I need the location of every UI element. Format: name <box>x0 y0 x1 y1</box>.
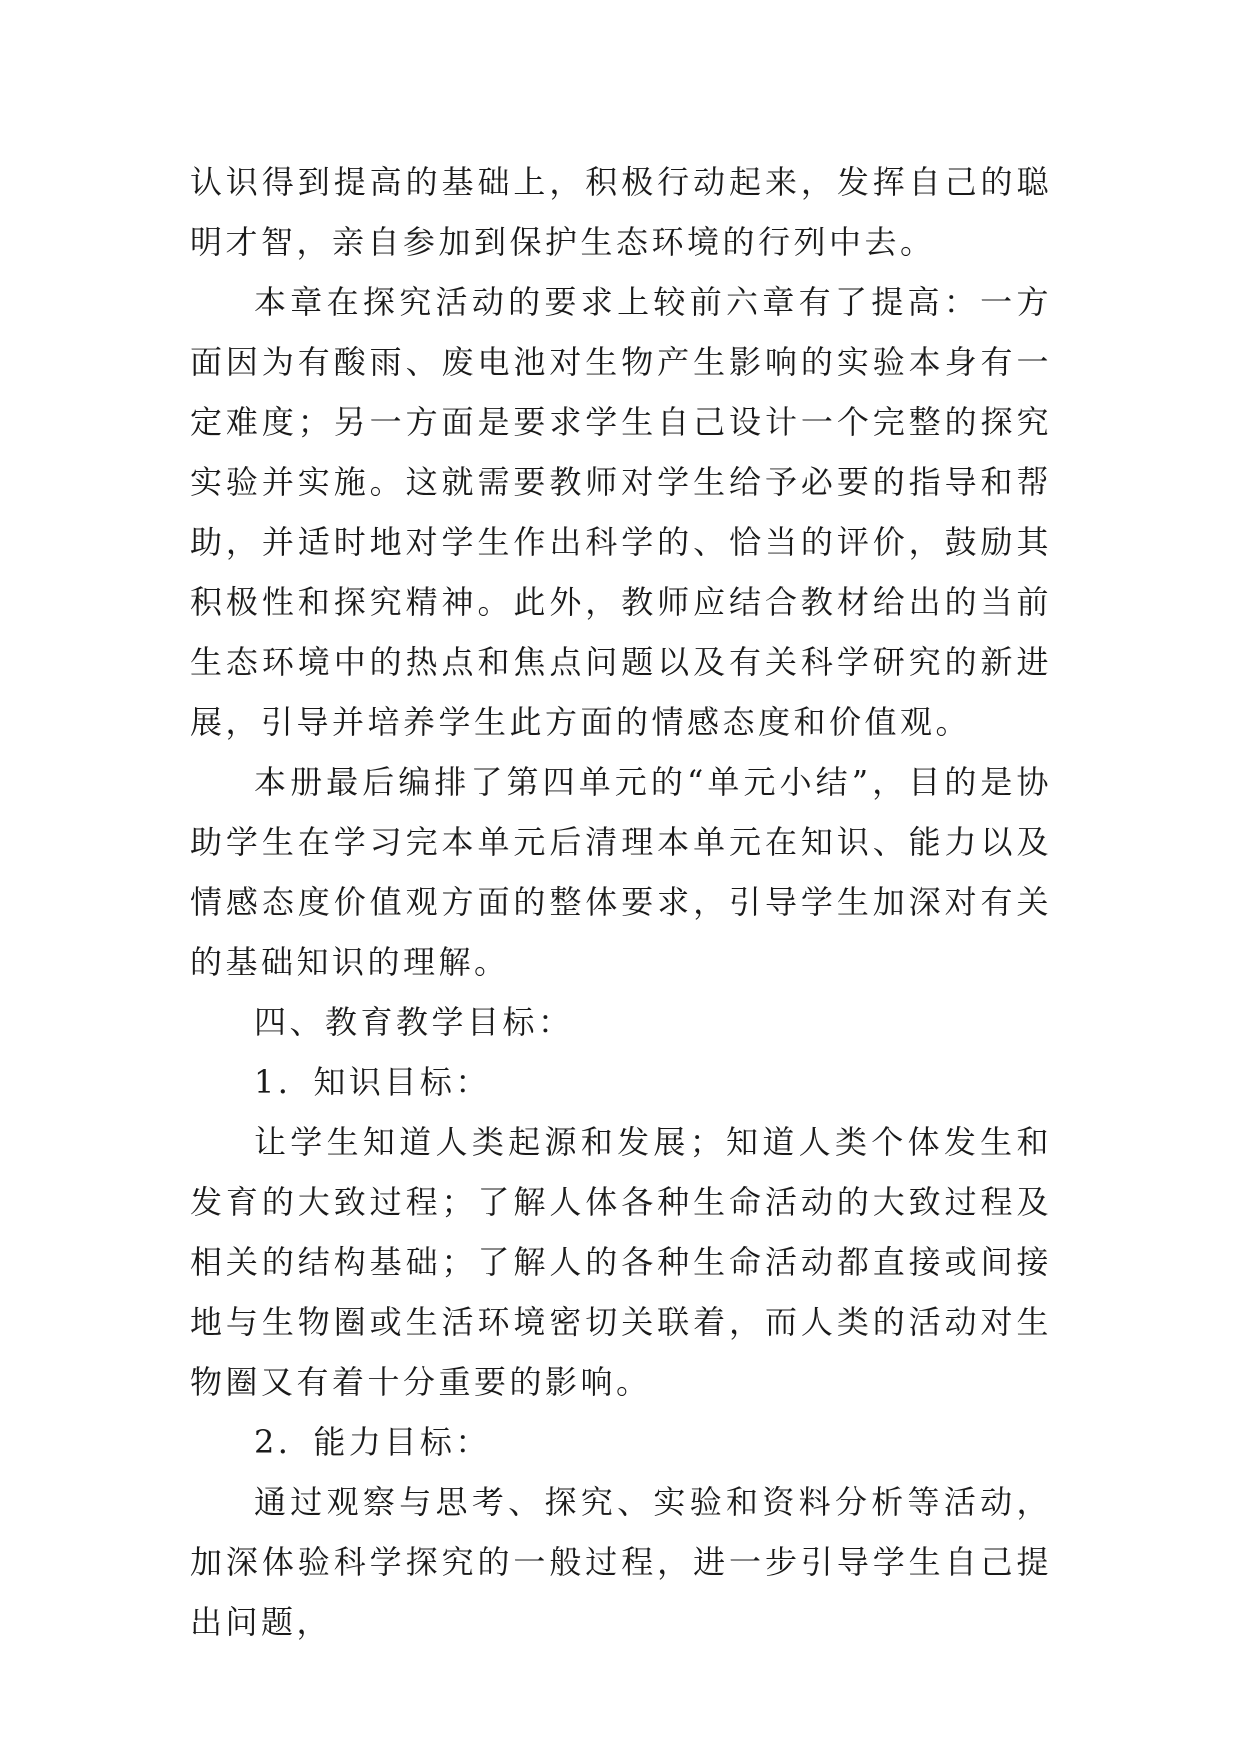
subheading-knowledge-goals: 1．知识目标： <box>254 1063 491 1101</box>
document-body <box>190 152 1052 1652</box>
section-heading-objectives: 四、教育教学目标： <box>254 1003 574 1041</box>
paragraph-1: 认识得到提高的基础上，积极行动起来，发挥自己的聪明才智，亲自参加到保护生态环境的行列中去。 <box>190 163 1052 261</box>
paragraph-knowledge-goals: 让学生知道人类起源和发展；知道人类个体发生和发育的大致过程；了解人体各种生命活动的大致过程及相关的结构基础；了解人的各种生命活动都直接或间接地与生物圈或生活环境密切关联着，而人类的活动对生物圈又有着十分重要的影响。 <box>190 1123 1052 1401</box>
paragraph-3: 本册最后编排了第四单元的“单元小结”，目的是协助学生在学习完本单元后清理本单元在知识、能力以及情感态度价值观方面的整体要求，引导学生加深对有关的基础知识的理解。 <box>190 763 1052 981</box>
subheading-ability-goals: 2．能力目标： <box>254 1423 491 1461</box>
paragraph-ability-goals: 通过观察与思考、探究、实验和资料分析等活动，加深体验科学探究的一般过程，进一步引导学生自己提出问题， <box>190 1483 1052 1641</box>
paragraph-2: 本章在探究活动的要求上较前六章有了提高：一方面因为有酸雨、废电池对生物产生影响的实验本身有一定难度；另一方面是要求学生自己设计一个完整的探究实验并实施。这就需要教师对学生给予必要的指导和帮助，并适时地对学生作出科学的、恰当的评价，鼓励其积极性和探究精神。此外，教师应结合教材给出的当前生态环境中的热点和焦点问题以及有关科学研究的新进展，引导并培养学生此方面的情感态度和价值观。 <box>190 283 1052 741</box>
